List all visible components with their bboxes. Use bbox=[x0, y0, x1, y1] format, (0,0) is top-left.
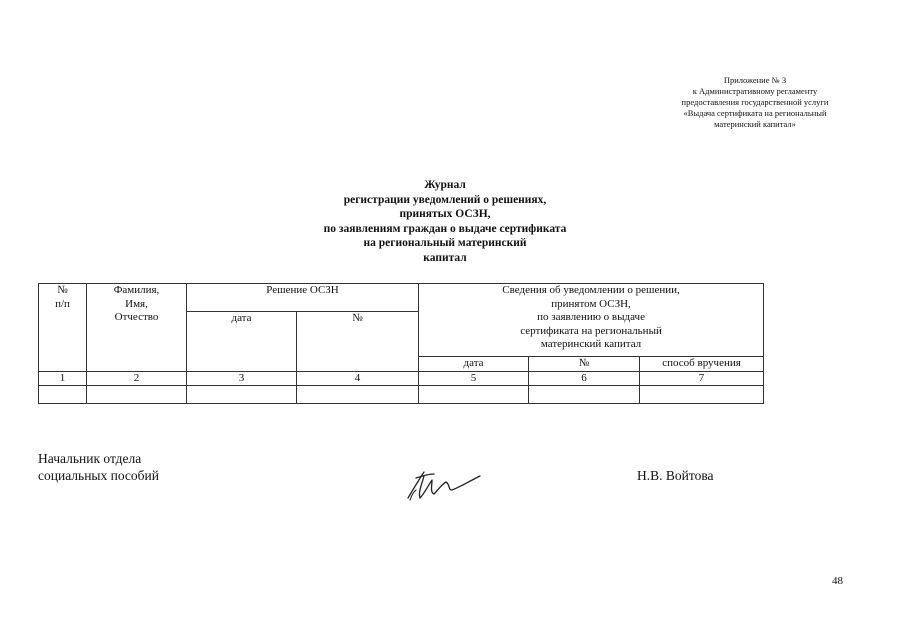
empty-cell bbox=[419, 386, 529, 404]
appendix-line: Приложение № 3 bbox=[723, 75, 787, 85]
header-notice bbox=[419, 284, 764, 357]
empty-cell bbox=[87, 386, 187, 404]
column-number: 1 bbox=[39, 371, 87, 386]
appendix-note bbox=[640, 75, 870, 130]
header-notice-line: сертификата на региональный bbox=[520, 324, 662, 337]
empty-cell bbox=[39, 386, 87, 404]
header-notice-method: способ вручения bbox=[640, 357, 764, 372]
appendix-line: материнский капитал» bbox=[714, 119, 796, 129]
title-line: Журнал bbox=[424, 179, 466, 191]
page-number: 48 bbox=[832, 575, 843, 587]
header-notice-line: Сведения об уведомлении о решении, bbox=[502, 284, 680, 296]
column-number: 6 bbox=[529, 371, 640, 386]
column-number: 2 bbox=[87, 371, 187, 386]
title-line: принятых ОСЗН, bbox=[399, 208, 491, 220]
appendix-line: «Выдача сертификата на региональный bbox=[683, 108, 827, 118]
title-line: капитал bbox=[423, 251, 467, 264]
column-number: 7 bbox=[640, 371, 764, 386]
document-title bbox=[250, 178, 640, 265]
header-notice-date: дата bbox=[419, 357, 529, 372]
signer-position-line: Начальник отдела bbox=[38, 451, 142, 466]
header-decision-date: дата bbox=[187, 312, 297, 372]
handwritten-signature bbox=[402, 464, 484, 504]
appendix-line: предоставления государственной услуги bbox=[681, 97, 829, 107]
empty-cell bbox=[529, 386, 640, 404]
header-notice-line: по заявлению о выдаче bbox=[537, 311, 645, 323]
title-line: по заявлениям граждан о выдаче сертификата bbox=[323, 222, 567, 235]
appendix-line: к Административному регламенту bbox=[692, 86, 818, 96]
header-decision-num: № bbox=[297, 312, 419, 372]
column-number: 3 bbox=[187, 371, 297, 386]
title-line: на региональный материнский bbox=[363, 237, 527, 249]
signer-name: Н.В. Войтова bbox=[637, 468, 714, 483]
column-number: 5 bbox=[419, 371, 529, 386]
journal-table bbox=[38, 283, 764, 404]
header-num-line: п/п bbox=[55, 297, 70, 310]
header-fullname-line: Фамилия, bbox=[113, 284, 160, 296]
signer-position-line: социальных пособий bbox=[38, 468, 159, 483]
header-fullname-line: Имя, bbox=[125, 297, 148, 310]
header-notice-line: принятом ОСЗН, bbox=[551, 297, 631, 310]
empty-cell bbox=[640, 386, 764, 404]
header-notice-line: материнский капитал bbox=[540, 338, 642, 350]
header-decision: Решение ОСЗН bbox=[187, 284, 419, 312]
header-fullname bbox=[87, 284, 187, 372]
signer-position bbox=[38, 450, 159, 484]
header-fullname-line: Отчество bbox=[114, 311, 159, 323]
column-number: 4 bbox=[297, 371, 419, 386]
header-notice-num: № bbox=[529, 357, 640, 372]
empty-cell bbox=[187, 386, 297, 404]
header-num bbox=[39, 284, 87, 372]
title-line: регистрации уведомлений о решениях, bbox=[343, 193, 547, 206]
empty-cell bbox=[297, 386, 419, 404]
header-num-line: № bbox=[57, 284, 68, 296]
